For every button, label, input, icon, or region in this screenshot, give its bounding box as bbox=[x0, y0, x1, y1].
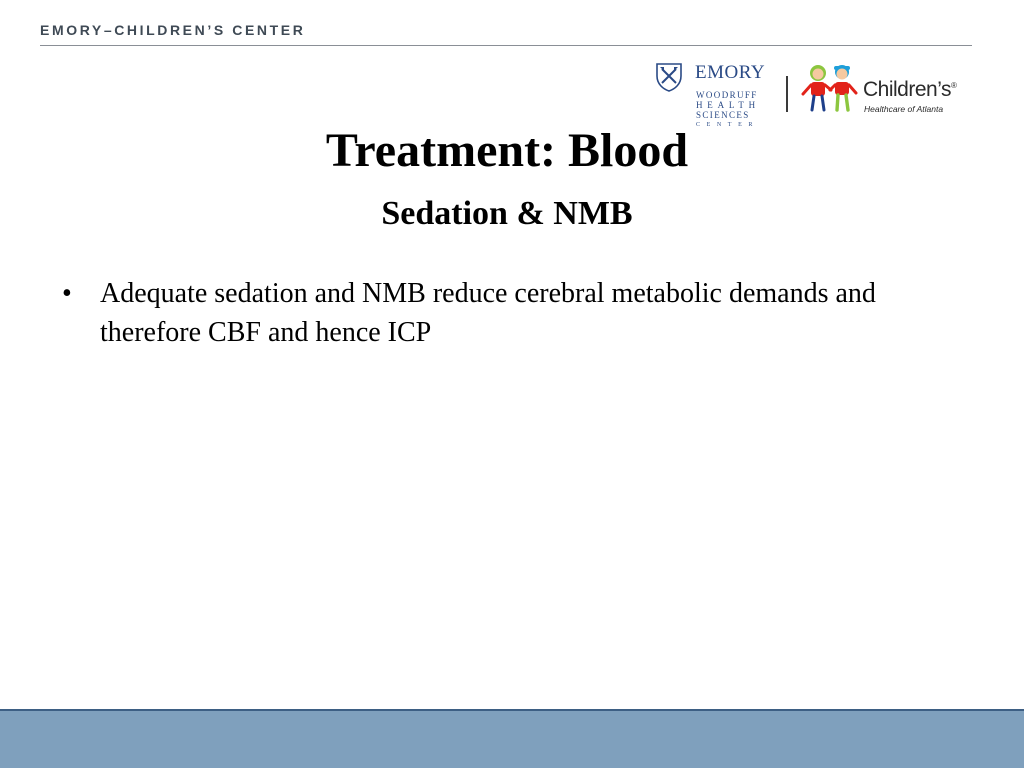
childrens-wordmark-text: Children’s bbox=[863, 78, 951, 101]
childrens-kids-icon bbox=[800, 60, 860, 116]
emory-wordmark: EMORY bbox=[695, 62, 766, 83]
childrens-wordmark bbox=[863, 78, 956, 102]
registered-mark: ® bbox=[951, 81, 957, 90]
slide-title: Treatment: Blood bbox=[325, 124, 689, 177]
org-name: EMORY–CHILDREN’S CENTER bbox=[40, 22, 306, 38]
header-bar bbox=[0, 0, 1024, 48]
emory-shield-icon bbox=[655, 62, 683, 92]
emory-sub-line: CENTER bbox=[696, 122, 759, 128]
bullet-marker: • bbox=[62, 278, 72, 309]
footer-band bbox=[0, 711, 1024, 768]
childrens-subline: Healthcare of Atlanta bbox=[864, 104, 944, 114]
bullet-list bbox=[62, 274, 922, 352]
bullet-text: Adequate sedation and NMB reduce cerebral metabolic demands and therefore CBF and hence ICP bbox=[100, 278, 876, 348]
slide-subtitle: Sedation & NMB bbox=[381, 195, 633, 232]
header-divider bbox=[40, 45, 972, 46]
emory-sub-line: SCIENCES bbox=[696, 110, 750, 120]
childrens-logo bbox=[800, 60, 980, 120]
logo-divider bbox=[786, 76, 788, 112]
bullet-item bbox=[62, 274, 922, 352]
emory-sub-line: WOODRUFF bbox=[696, 90, 758, 100]
emory-sub-line: HEALTH bbox=[696, 100, 760, 110]
